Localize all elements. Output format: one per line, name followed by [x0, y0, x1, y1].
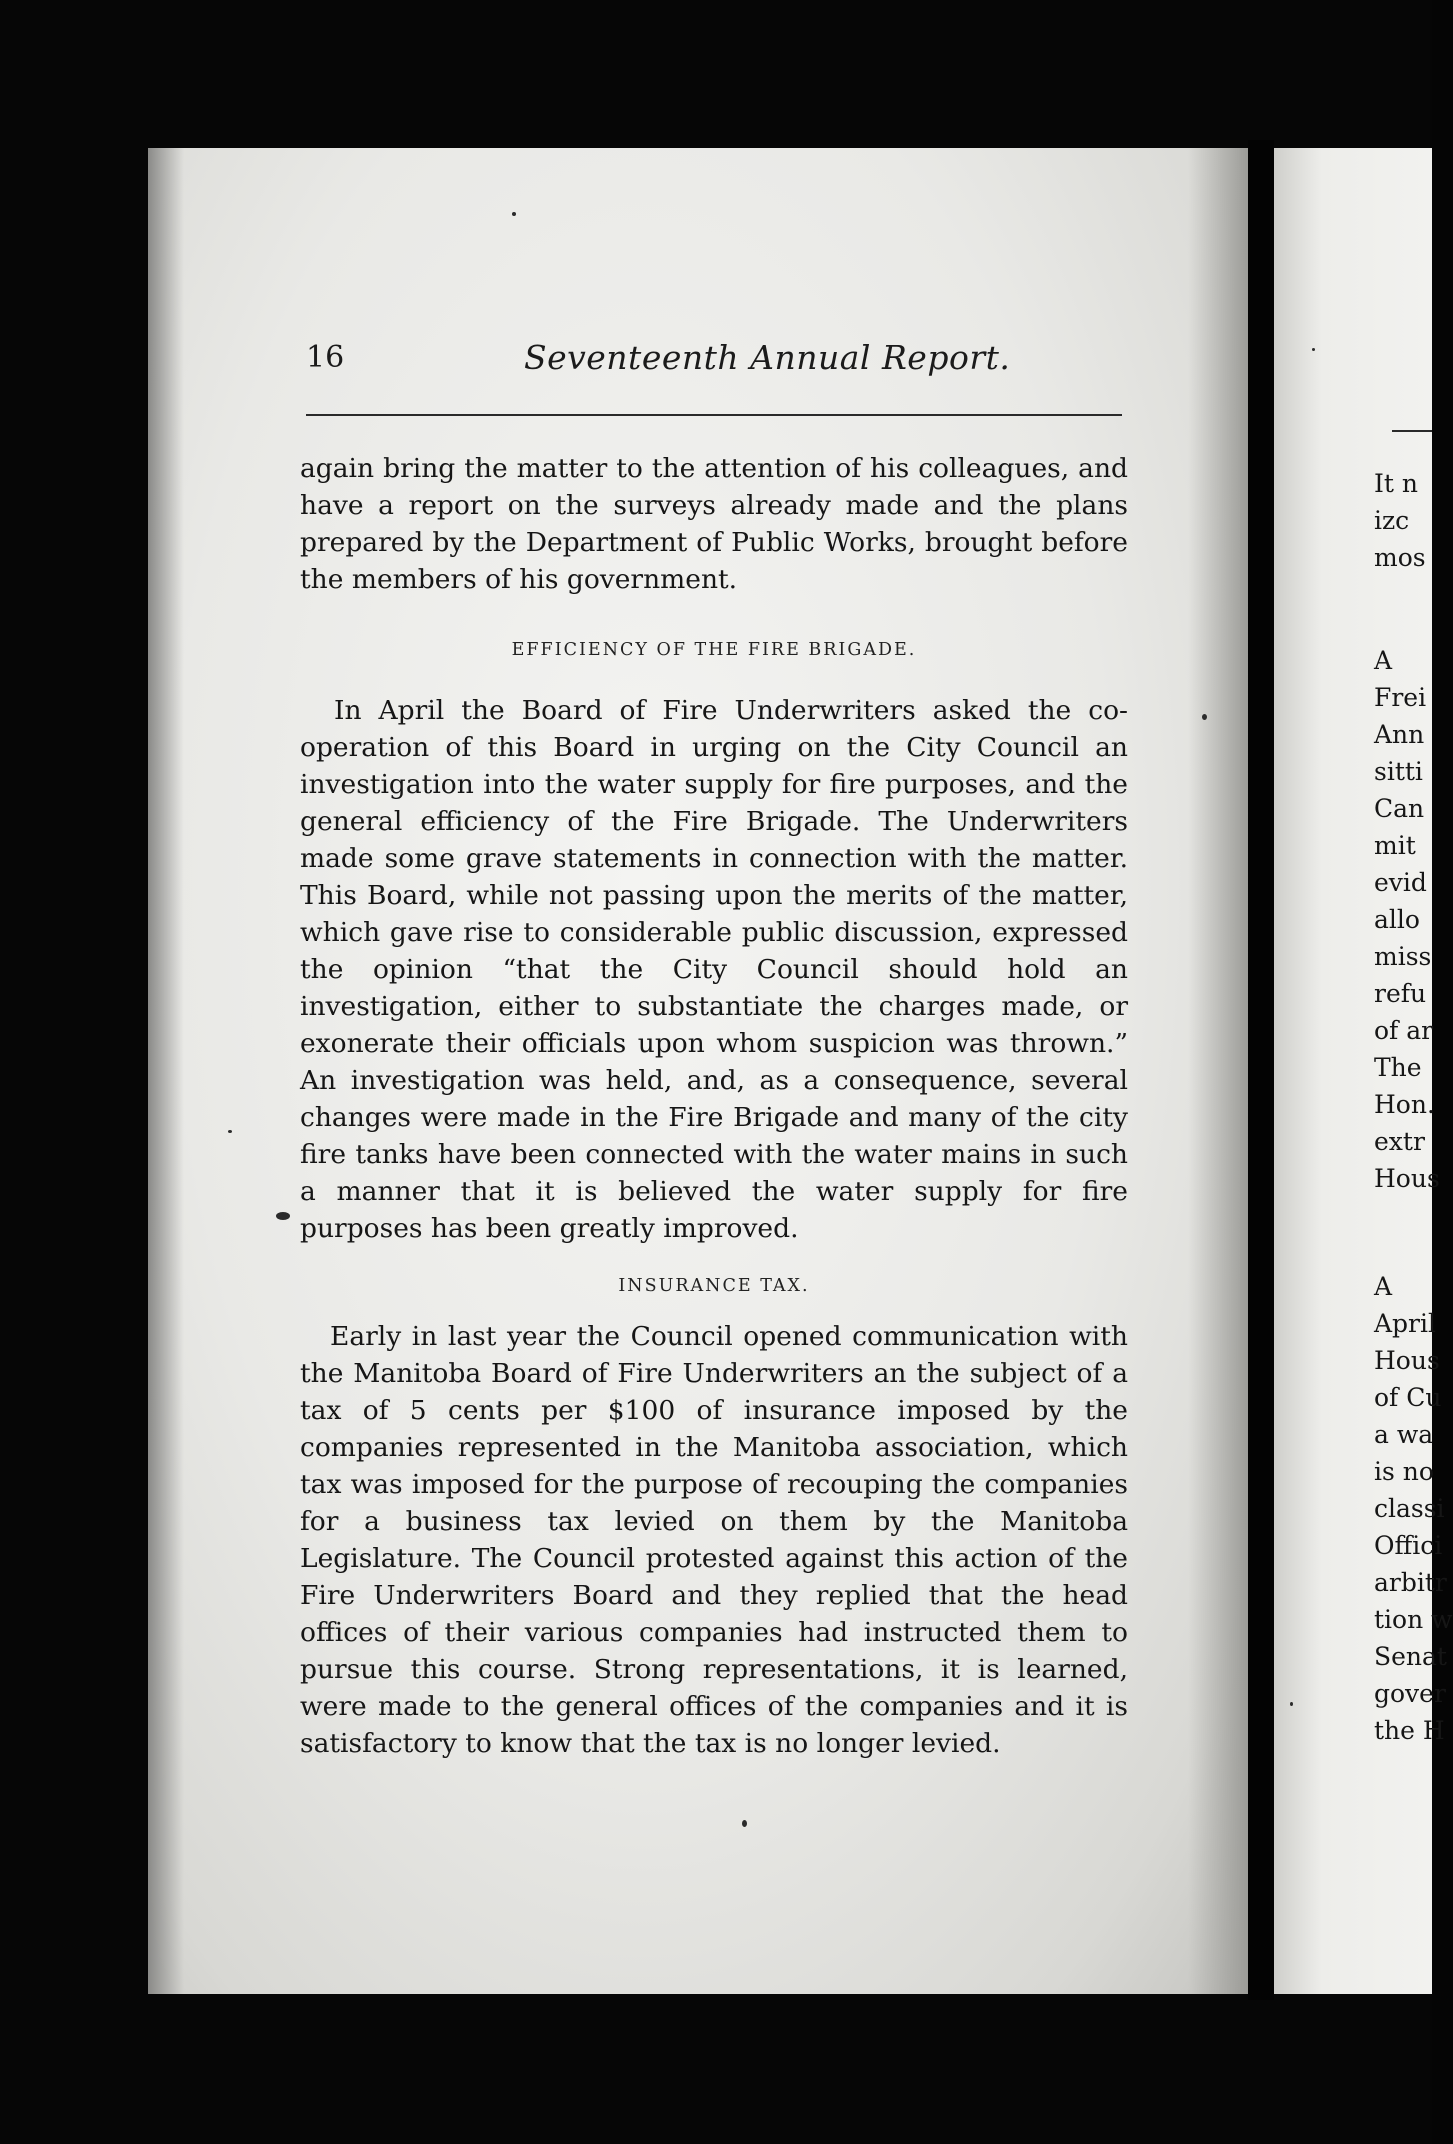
section-heading-insurance-tax: INSURANCE TAX. — [618, 1276, 810, 1296]
page-number: 16 — [306, 340, 345, 375]
scan-speck — [228, 1130, 232, 1133]
facing-line: izc — [1374, 506, 1410, 535]
facing-line: arbitr — [1374, 1568, 1447, 1597]
facing-line: extr — [1374, 1127, 1425, 1156]
facing-line: Hous — [1374, 1346, 1440, 1375]
facing-page-block-3 — [1374, 1268, 1453, 1749]
header-rule — [306, 414, 1122, 416]
facing-line: mos — [1374, 543, 1426, 572]
scan-speck — [742, 1820, 747, 1827]
facing-line: Can — [1374, 794, 1425, 823]
facing-line: a wa — [1374, 1420, 1434, 1449]
paragraph-fire-brigade: In April the Board of Fire Underwriters asked the co-operation of this Board in urging on the City Council an investigation into the water supply for fire purposes, and the general efficiency of the Fire Brigade. The Underwriters made some grave statements in connection with the matter. This Board, while not passing upon the merits of the matter, which gave rise to considerable public discussion, expressed the opinion “that the City Council should hold an investigation, either to substantiate the charges made, or exonerate their officials upon whom suspicion was thrown.” An investigation was held, and, as a consequence, several changes were made in the Fire Brigade and many of the city fire tanks have been connected with the water mains in such a manner that it is believed the water supply for fire purposes has been greatly improved. — [300, 695, 1128, 1244]
facing-line: classi — [1374, 1494, 1445, 1523]
scan-speck — [512, 212, 516, 216]
facing-line: refu — [1374, 979, 1427, 1008]
continuation-paragraph: again bring the matter to the attention of his colleagues, and have a report on the surveys already made and the plans prepared by the Department of Public Works, brought before the members of his government. — [300, 453, 1128, 595]
facing-line: A — [1374, 646, 1393, 675]
facing-line: Hous — [1374, 1164, 1440, 1193]
scan-speck — [1202, 714, 1207, 720]
facing-line: of Cu — [1374, 1383, 1442, 1412]
facing-line: of ar — [1374, 1016, 1434, 1045]
facing-line: The — [1374, 1053, 1422, 1082]
facing-line: evid — [1374, 868, 1427, 897]
facing-line: Senat — [1374, 1642, 1447, 1671]
section-heading-fire-brigade: EFFICIENCY OF THE FIRE BRIGADE. — [511, 640, 917, 660]
facing-line: mit — [1374, 831, 1416, 860]
facing-line: April — [1374, 1309, 1436, 1338]
running-title: Seventeenth Annual Report. — [524, 338, 1011, 377]
book-gutter — [1248, 140, 1274, 2000]
facing-line: Offici — [1374, 1531, 1443, 1560]
facing-line: gover — [1374, 1679, 1446, 1708]
scan-speck — [1312, 348, 1315, 351]
facing-page-block-2 — [1374, 642, 1444, 1197]
facing-line: Ann — [1374, 720, 1425, 749]
running-head — [306, 338, 1126, 386]
facing-line: Frei — [1374, 683, 1427, 712]
facing-line: Hon. — [1374, 1090, 1435, 1119]
scan-speck — [1290, 1702, 1293, 1706]
facing-line: miss — [1374, 942, 1432, 971]
facing-page-block-1 — [1374, 465, 1444, 576]
paragraph-insurance-tax: Early in last year the Council opened communication with the Manitoba Board of Fire Underwriters an the subject of a tax of 5 cents per $100 of insurance imposed by the companies represented in the Manitoba association, which tax was imposed for the purpose of recouping the companies for a business tax levied on them by the Manitoba Legislature. The Council protested against this action of the Fire Underwriters Board and they replied that the head offices of their various companies had instructed them to pursue this course. Strong representations, it is learned, were made to the general offices of the companies and it is satisfactory to know that the tax is no longer levied. — [300, 1321, 1128, 1759]
facing-line: allo — [1374, 905, 1420, 934]
facing-line: is no — [1374, 1457, 1434, 1486]
facing-line: A — [1374, 1272, 1393, 1301]
facing-page-rule — [1392, 430, 1432, 432]
facing-line: tion w — [1374, 1605, 1453, 1634]
facing-line: sitti — [1374, 757, 1423, 786]
facing-line: the H — [1374, 1716, 1445, 1745]
facing-line: It n — [1374, 469, 1418, 498]
scan-speck — [276, 1212, 290, 1220]
